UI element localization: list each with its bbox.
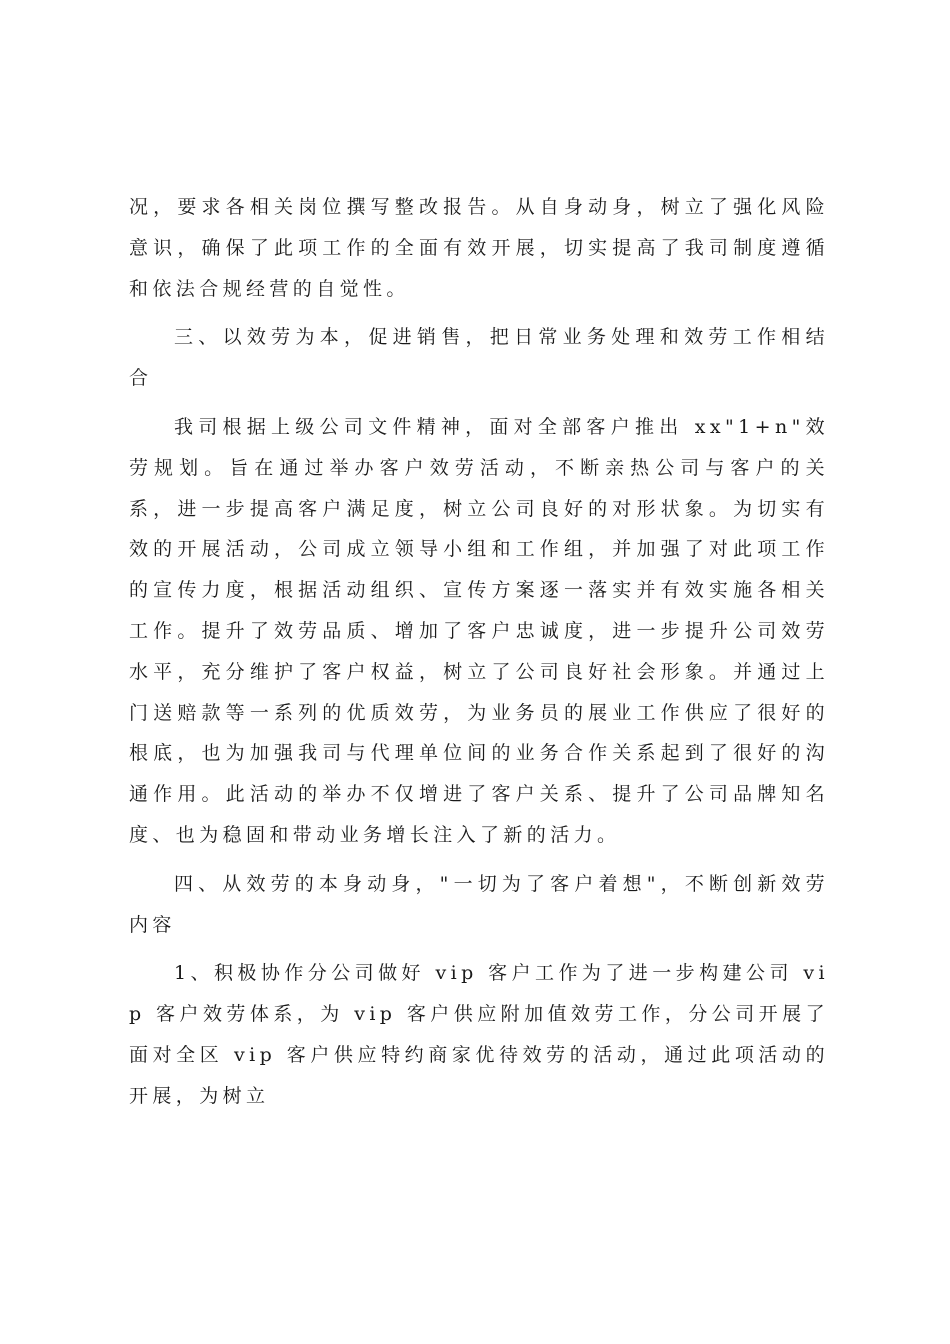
document-body: [129, 187, 829, 1125]
section-heading-service: 三、以效劳为本，促进销售，把日常业务处理和效劳工作相结合: [129, 326, 829, 390]
paragraph-continuation: 况，要求各相关岗位撰写整改报告。从自身动身，树立了强化风险意识，确保了此项工作的全面有效开展，切实提高了我司制度遵循和依法合规经营的自觉性。: [129, 196, 829, 300]
section-heading-innovation: 四、从效劳的本身动身，"一切为了客户着想"，不断创新效劳内容: [129, 872, 829, 936]
paragraph-vip-customers: 1、积极协作分公司做好 vip 客户工作为了进一步构建公司 vip 客户效劳体系，为 vip 客户供应附加值效劳工作，分公司开展了面对全区 vip 客户供应特约商家优待效劳的活动，通过此项活动的开展，为树立: [129, 962, 829, 1107]
paragraph-service-plan: 我司根据上级公司文件精神，面对全部客户推出 xx"1+n"效劳规划。旨在通过举办客户效劳活动，不断亲热公司与客户的关系，进一步提高客户满足度，树立公司良好的对形状象。为切实有效的开展活动，公司成立领导小组和工作组，并加强了对此项工作的宣传力度，根据活动组织、宣传方案逐一落实并有效实施各相关工作。提升了效劳品质、增加了客户忠诚度，进一步提升公司效劳水平，充分维护了客户权益，树立了公司良好社会形象。并通过上门送赔款等一系列的优质效劳，为业务员的展业工作供应了很好的根底，也为加强我司与代理单位间的业务合作关系起到了很好的沟通作用。此活动的举办不仅增进了客户关系、提升了公司品牌知名度、也为稳固和带动业务增长注入了新的活力。: [129, 415, 829, 846]
